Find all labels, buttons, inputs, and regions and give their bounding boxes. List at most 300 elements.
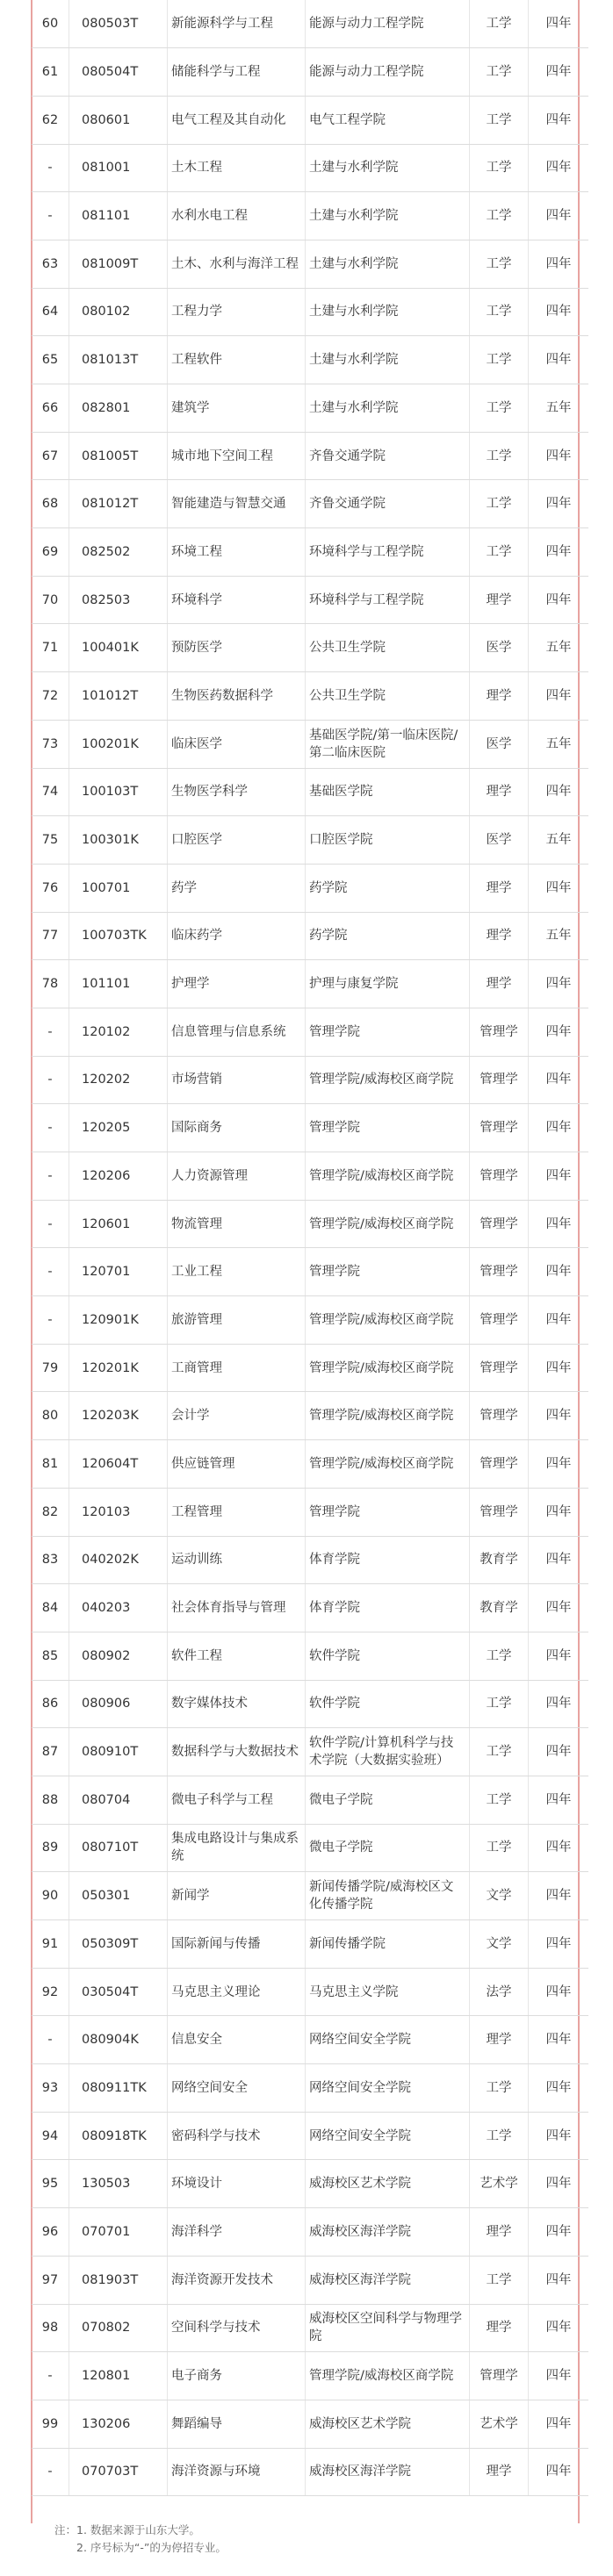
major-name-cell: 药学 xyxy=(168,864,306,912)
major-name-cell: 电气工程及其自动化 xyxy=(168,96,306,144)
table-row xyxy=(32,2064,588,2113)
duration-cell: 四年 xyxy=(529,1296,589,1345)
college-cell: 威海校区海洋学院 xyxy=(306,2208,470,2257)
duration-cell: 四年 xyxy=(529,0,589,48)
degree-category-cell: 工学 xyxy=(470,384,529,433)
major-name-cell: 集成电路设计与集成系统 xyxy=(168,1824,306,1872)
degree-category-cell: 工学 xyxy=(470,96,529,144)
duration-cell: 四年 xyxy=(529,2016,589,2064)
duration-cell: 五年 xyxy=(529,624,589,672)
table-row xyxy=(32,1440,588,1489)
degree-category-cell: 管理学 xyxy=(470,2352,529,2400)
serial-number-cell: 99 xyxy=(32,2400,69,2448)
major-name-cell: 运动训练 xyxy=(168,1536,306,1584)
major-name-cell: 城市地下空间工程 xyxy=(168,432,306,480)
major-name-cell: 护理学 xyxy=(168,960,306,1008)
serial-number-cell: 67 xyxy=(32,432,69,480)
serial-number-cell: 61 xyxy=(32,48,69,97)
table-row xyxy=(32,1152,588,1201)
major-name-cell: 社会体育指导与管理 xyxy=(168,1584,306,1632)
table-row xyxy=(32,144,588,192)
major-code-cell: 080504T xyxy=(69,48,168,97)
major-name-cell: 预防医学 xyxy=(168,624,306,672)
duration-cell: 四年 xyxy=(529,1104,589,1152)
major-code-cell: 082801 xyxy=(69,384,168,433)
degree-category-cell: 工学 xyxy=(470,1632,529,1680)
major-code-cell: 080710T xyxy=(69,1824,168,1872)
major-code-cell: 120205 xyxy=(69,1104,168,1152)
degree-category-cell: 法学 xyxy=(470,1968,529,2016)
major-name-cell: 工商管理 xyxy=(168,1344,306,1392)
table-row xyxy=(32,2256,588,2304)
major-code-cell: 120206 xyxy=(69,1152,168,1201)
major-name-cell: 市场营销 xyxy=(168,1056,306,1104)
major-code-cell: 100301K xyxy=(69,816,168,865)
degree-category-cell: 工学 xyxy=(470,2112,529,2160)
college-cell: 土建与水利学院 xyxy=(306,144,470,192)
serial-number-cell: 62 xyxy=(32,96,69,144)
duration-cell: 四年 xyxy=(529,1680,589,1728)
table-row xyxy=(32,816,588,865)
college-cell: 软件学院/计算机科学与技术学院（大数据实验班） xyxy=(306,1728,470,1776)
major-name-cell: 人力资源管理 xyxy=(168,1152,306,1201)
major-name-cell: 物流管理 xyxy=(168,1200,306,1248)
serial-number-cell: - xyxy=(32,1296,69,1345)
degree-category-cell: 理学 xyxy=(470,576,529,624)
serial-number-cell: - xyxy=(32,192,69,240)
major-name-cell: 工程管理 xyxy=(168,1488,306,1536)
table-row xyxy=(32,1104,588,1152)
serial-number-cell: 73 xyxy=(32,720,69,768)
degree-category-cell: 理学 xyxy=(470,864,529,912)
college-cell: 电气工程学院 xyxy=(306,96,470,144)
degree-category-cell: 理学 xyxy=(470,2448,529,2496)
duration-cell: 四年 xyxy=(529,48,589,97)
duration-cell: 四年 xyxy=(529,1440,589,1489)
major-code-cell: 130503 xyxy=(69,2160,168,2208)
duration-cell: 四年 xyxy=(529,528,589,577)
major-name-cell: 土木工程 xyxy=(168,144,306,192)
college-cell: 土建与水利学院 xyxy=(306,192,470,240)
duration-cell: 四年 xyxy=(529,2304,589,2352)
major-code-cell: 080601 xyxy=(69,96,168,144)
table-row xyxy=(32,1392,588,1440)
college-cell: 土建与水利学院 xyxy=(306,240,470,288)
table-row xyxy=(32,2352,588,2400)
major-name-cell: 软件工程 xyxy=(168,1632,306,1680)
table-row xyxy=(32,336,588,384)
duration-cell: 四年 xyxy=(529,2256,589,2304)
college-cell: 管理学院 xyxy=(306,1248,470,1296)
major-code-cell: 030504T xyxy=(69,1968,168,2016)
major-code-cell: 080102 xyxy=(69,288,168,336)
major-code-cell: 081012T xyxy=(69,480,168,528)
table-row xyxy=(32,432,588,480)
table-row xyxy=(32,1680,588,1728)
table-row xyxy=(32,2112,588,2160)
table-body xyxy=(32,0,588,2496)
table-row xyxy=(32,2400,588,2448)
serial-number-cell: - xyxy=(32,1056,69,1104)
serial-number-cell: 79 xyxy=(32,1344,69,1392)
table-row xyxy=(32,0,588,48)
duration-cell: 四年 xyxy=(529,1344,589,1392)
table-notes xyxy=(54,2522,227,2557)
college-cell: 土建与水利学院 xyxy=(306,336,470,384)
serial-number-cell: 94 xyxy=(32,2112,69,2160)
major-code-cell: 080704 xyxy=(69,1776,168,1824)
duration-cell: 五年 xyxy=(529,816,589,865)
college-cell: 护理与康复学院 xyxy=(306,960,470,1008)
college-cell: 土建与水利学院 xyxy=(306,384,470,433)
major-name-cell: 新能源科学与工程 xyxy=(168,0,306,48)
major-code-cell: 120901K xyxy=(69,1296,168,1345)
degree-category-cell: 工学 xyxy=(470,1824,529,1872)
major-name-cell: 临床药学 xyxy=(168,912,306,960)
duration-cell: 四年 xyxy=(529,1008,589,1056)
degree-category-cell: 管理学 xyxy=(470,1200,529,1248)
college-cell: 基础医学院/第一临床医院/第二临床医院 xyxy=(306,720,470,768)
major-name-cell: 环境科学 xyxy=(168,576,306,624)
major-code-cell: 100401K xyxy=(69,624,168,672)
major-name-cell: 生物医学科学 xyxy=(168,768,306,816)
table-row xyxy=(32,2016,588,2064)
table-row xyxy=(32,48,588,97)
table-row xyxy=(32,624,588,672)
college-cell: 威海校区空间科学与物理学院 xyxy=(306,2304,470,2352)
major-code-cell: 120202 xyxy=(69,1056,168,1104)
degree-category-cell: 管理学 xyxy=(470,1344,529,1392)
degree-category-cell: 教育学 xyxy=(470,1584,529,1632)
major-code-cell: 050301 xyxy=(69,1872,168,1920)
college-cell: 管理学院 xyxy=(306,1488,470,1536)
college-cell: 能源与动力工程学院 xyxy=(306,48,470,97)
duration-cell: 四年 xyxy=(529,2448,589,2496)
serial-number-cell: 76 xyxy=(32,864,69,912)
serial-number-cell: 77 xyxy=(32,912,69,960)
college-cell: 马克思主义学院 xyxy=(306,1968,470,2016)
major-code-cell: 040203 xyxy=(69,1584,168,1632)
serial-number-cell: 68 xyxy=(32,480,69,528)
major-name-cell: 供应链管理 xyxy=(168,1440,306,1489)
table-row xyxy=(32,960,588,1008)
degree-category-cell: 工学 xyxy=(470,2256,529,2304)
degree-category-cell: 工学 xyxy=(470,48,529,97)
table-row xyxy=(32,1584,588,1632)
serial-number-cell: 96 xyxy=(32,2208,69,2257)
college-cell: 公共卫生学院 xyxy=(306,624,470,672)
degree-category-cell: 医学 xyxy=(470,816,529,865)
major-code-cell: 120801 xyxy=(69,2352,168,2400)
major-name-cell: 新闻学 xyxy=(168,1872,306,1920)
major-code-cell: 120701 xyxy=(69,1248,168,1296)
table-row xyxy=(32,1968,588,2016)
major-name-cell: 水利水电工程 xyxy=(168,192,306,240)
degree-category-cell: 工学 xyxy=(470,432,529,480)
degree-category-cell: 管理学 xyxy=(470,1440,529,1489)
serial-number-cell: 66 xyxy=(32,384,69,433)
serial-number-cell: 88 xyxy=(32,1776,69,1824)
major-code-cell: 100201K xyxy=(69,720,168,768)
major-code-cell: 081001 xyxy=(69,144,168,192)
degree-category-cell: 工学 xyxy=(470,0,529,48)
major-code-cell: 070802 xyxy=(69,2304,168,2352)
duration-cell: 四年 xyxy=(529,96,589,144)
note-line-2: 2. 序号标为“-”的为停招专业。 xyxy=(54,2541,227,2554)
table-row xyxy=(32,1920,588,1969)
degree-category-cell: 工学 xyxy=(470,1776,529,1824)
table-row xyxy=(32,240,588,288)
serial-number-cell: - xyxy=(32,1200,69,1248)
college-cell: 土建与水利学院 xyxy=(306,288,470,336)
major-name-cell: 临床医学 xyxy=(168,720,306,768)
serial-number-cell: 93 xyxy=(32,2064,69,2113)
college-cell: 体育学院 xyxy=(306,1584,470,1632)
duration-cell: 四年 xyxy=(529,768,589,816)
major-code-cell: 050309T xyxy=(69,1920,168,1969)
college-cell: 管理学院/威海校区商学院 xyxy=(306,1296,470,1345)
duration-cell: 四年 xyxy=(529,1200,589,1248)
college-cell: 威海校区海洋学院 xyxy=(306,2448,470,2496)
serial-number-cell: - xyxy=(32,2352,69,2400)
college-cell: 管理学院 xyxy=(306,1008,470,1056)
degree-category-cell: 管理学 xyxy=(470,1056,529,1104)
serial-number-cell: 86 xyxy=(32,1680,69,1728)
degree-category-cell: 工学 xyxy=(470,336,529,384)
college-cell: 齐鲁交通学院 xyxy=(306,480,470,528)
table-row xyxy=(32,528,588,577)
duration-cell: 四年 xyxy=(529,576,589,624)
serial-number-cell: 70 xyxy=(32,576,69,624)
college-cell: 环境科学与工程学院 xyxy=(306,528,470,577)
duration-cell: 四年 xyxy=(529,1056,589,1104)
serial-number-cell: 71 xyxy=(32,624,69,672)
major-name-cell: 空间科学与技术 xyxy=(168,2304,306,2352)
degree-category-cell: 工学 xyxy=(470,240,529,288)
duration-cell: 四年 xyxy=(529,144,589,192)
serial-number-cell: 80 xyxy=(32,1392,69,1440)
duration-cell: 五年 xyxy=(529,384,589,433)
degree-category-cell: 文学 xyxy=(470,1872,529,1920)
table-row xyxy=(32,1728,588,1776)
major-code-cell: 100703TK xyxy=(69,912,168,960)
duration-cell: 四年 xyxy=(529,2208,589,2257)
degree-category-cell: 理学 xyxy=(470,960,529,1008)
table-row xyxy=(32,1008,588,1056)
major-name-cell: 旅游管理 xyxy=(168,1296,306,1345)
degree-category-cell: 工学 xyxy=(470,480,529,528)
degree-category-cell: 艺术学 xyxy=(470,2400,529,2448)
duration-cell: 五年 xyxy=(529,720,589,768)
degree-category-cell: 教育学 xyxy=(470,1536,529,1584)
duration-cell: 四年 xyxy=(529,2112,589,2160)
table-row xyxy=(32,1344,588,1392)
duration-cell: 四年 xyxy=(529,1536,589,1584)
degree-category-cell: 理学 xyxy=(470,2304,529,2352)
duration-cell: 四年 xyxy=(529,672,589,721)
serial-number-cell: - xyxy=(32,2448,69,2496)
college-cell: 管理学院/威海校区商学院 xyxy=(306,1344,470,1392)
degree-category-cell: 工学 xyxy=(470,1680,529,1728)
table-row xyxy=(32,1632,588,1680)
table-row xyxy=(32,768,588,816)
college-cell: 药学院 xyxy=(306,864,470,912)
major-name-cell: 环境设计 xyxy=(168,2160,306,2208)
degree-category-cell: 艺术学 xyxy=(470,2160,529,2208)
college-cell: 新闻传播学院 xyxy=(306,1920,470,1969)
degree-category-cell: 医学 xyxy=(470,720,529,768)
duration-cell: 四年 xyxy=(529,1632,589,1680)
major-code-cell: 080918TK xyxy=(69,2112,168,2160)
major-name-cell: 工业工程 xyxy=(168,1248,306,1296)
degree-category-cell: 理学 xyxy=(470,2016,529,2064)
table-row xyxy=(32,2208,588,2257)
serial-number-cell: 78 xyxy=(32,960,69,1008)
serial-number-cell: 95 xyxy=(32,2160,69,2208)
degree-category-cell: 工学 xyxy=(470,192,529,240)
duration-cell: 四年 xyxy=(529,960,589,1008)
major-code-cell: 081101 xyxy=(69,192,168,240)
college-cell: 威海校区艺术学院 xyxy=(306,2160,470,2208)
major-code-cell: 040202K xyxy=(69,1536,168,1584)
table-row xyxy=(32,1872,588,1920)
duration-cell: 四年 xyxy=(529,1824,589,1872)
college-cell: 新闻传播学院/威海校区文化传播学院 xyxy=(306,1872,470,1920)
duration-cell: 四年 xyxy=(529,480,589,528)
major-name-cell: 数据科学与大数据技术 xyxy=(168,1728,306,1776)
degree-category-cell: 理学 xyxy=(470,672,529,721)
college-cell: 管理学院/威海校区商学院 xyxy=(306,1200,470,1248)
serial-number-cell: 74 xyxy=(32,768,69,816)
major-name-cell: 信息管理与信息系统 xyxy=(168,1008,306,1056)
serial-number-cell: 84 xyxy=(32,1584,69,1632)
college-cell: 管理学院 xyxy=(306,1104,470,1152)
duration-cell: 五年 xyxy=(529,912,589,960)
serial-number-cell: 75 xyxy=(32,816,69,865)
duration-cell: 四年 xyxy=(529,1872,589,1920)
college-cell: 齐鲁交通学院 xyxy=(306,432,470,480)
serial-number-cell: 97 xyxy=(32,2256,69,2304)
major-code-cell: 100701 xyxy=(69,864,168,912)
major-code-cell: 080902 xyxy=(69,1632,168,1680)
college-cell: 威海校区艺术学院 xyxy=(306,2400,470,2448)
college-cell: 环境科学与工程学院 xyxy=(306,576,470,624)
major-name-cell: 建筑学 xyxy=(168,384,306,433)
major-name-cell: 微电子科学与工程 xyxy=(168,1776,306,1824)
major-name-cell: 舞蹈编导 xyxy=(168,2400,306,2448)
major-code-cell: 120103 xyxy=(69,1488,168,1536)
degree-category-cell: 管理学 xyxy=(470,1104,529,1152)
major-name-cell: 网络空间安全 xyxy=(168,2064,306,2113)
college-cell: 微电子学院 xyxy=(306,1776,470,1824)
duration-cell: 四年 xyxy=(529,432,589,480)
college-cell: 微电子学院 xyxy=(306,1824,470,1872)
major-name-cell: 电子商务 xyxy=(168,2352,306,2400)
table-row xyxy=(32,1536,588,1584)
table-row xyxy=(32,1200,588,1248)
table-row xyxy=(32,672,588,721)
table-row xyxy=(32,2160,588,2208)
serial-number-cell: 63 xyxy=(32,240,69,288)
major-code-cell: 120604T xyxy=(69,1440,168,1489)
college-cell: 软件学院 xyxy=(306,1680,470,1728)
table-row xyxy=(32,2304,588,2352)
degree-category-cell: 理学 xyxy=(470,912,529,960)
major-code-cell: 101012T xyxy=(69,672,168,721)
major-code-cell: 080503T xyxy=(69,0,168,48)
note-line-1: 注：1. 数据来源于山东大学。 xyxy=(54,2523,200,2537)
major-code-cell: 120201K xyxy=(69,1344,168,1392)
degree-category-cell: 工学 xyxy=(470,1728,529,1776)
college-cell: 能源与动力工程学院 xyxy=(306,0,470,48)
table-row xyxy=(32,864,588,912)
college-cell: 网络空间安全学院 xyxy=(306,2016,470,2064)
table-row xyxy=(32,96,588,144)
table-row xyxy=(32,576,588,624)
degree-category-cell: 工学 xyxy=(470,528,529,577)
major-name-cell: 环境工程 xyxy=(168,528,306,577)
major-name-cell: 生物医药数据科学 xyxy=(168,672,306,721)
major-name-cell: 国际商务 xyxy=(168,1104,306,1152)
major-name-cell: 国际新闻与传播 xyxy=(168,1920,306,1969)
serial-number-cell: 92 xyxy=(32,1968,69,2016)
table-row xyxy=(32,288,588,336)
degree-category-cell: 工学 xyxy=(470,2064,529,2113)
degree-category-cell: 理学 xyxy=(470,768,529,816)
serial-number-cell: 65 xyxy=(32,336,69,384)
major-code-cell: 082502 xyxy=(69,528,168,577)
degree-category-cell: 管理学 xyxy=(470,1488,529,1536)
major-code-cell: 120601 xyxy=(69,1200,168,1248)
duration-cell: 四年 xyxy=(529,192,589,240)
duration-cell: 四年 xyxy=(529,1152,589,1201)
serial-number-cell: - xyxy=(32,1248,69,1296)
degree-category-cell: 管理学 xyxy=(470,1152,529,1201)
major-name-cell: 工程软件 xyxy=(168,336,306,384)
table-row xyxy=(32,1776,588,1824)
degree-category-cell: 医学 xyxy=(470,624,529,672)
serial-number-cell: 98 xyxy=(32,2304,69,2352)
table-row xyxy=(32,1296,588,1345)
serial-number-cell: 90 xyxy=(32,1872,69,1920)
college-cell: 基础医学院 xyxy=(306,768,470,816)
major-code-cell: 070703T xyxy=(69,2448,168,2496)
table-row xyxy=(32,1056,588,1104)
college-cell: 管理学院/威海校区商学院 xyxy=(306,2352,470,2400)
serial-number-cell: 89 xyxy=(32,1824,69,1872)
serial-number-cell: - xyxy=(32,1104,69,1152)
serial-number-cell: - xyxy=(32,1152,69,1201)
duration-cell: 四年 xyxy=(529,1728,589,1776)
major-code-cell: 081013T xyxy=(69,336,168,384)
serial-number-cell: - xyxy=(32,1008,69,1056)
duration-cell: 四年 xyxy=(529,1488,589,1536)
serial-number-cell: 81 xyxy=(32,1440,69,1489)
serial-number-cell: - xyxy=(32,2016,69,2064)
duration-cell: 四年 xyxy=(529,240,589,288)
serial-number-cell: 64 xyxy=(32,288,69,336)
serial-number-cell: 60 xyxy=(32,0,69,48)
major-name-cell: 智能建造与智慧交通 xyxy=(168,480,306,528)
duration-cell: 四年 xyxy=(529,2352,589,2400)
degree-category-cell: 工学 xyxy=(470,144,529,192)
college-cell: 管理学院/威海校区商学院 xyxy=(306,1440,470,1489)
major-name-cell: 工程力学 xyxy=(168,288,306,336)
college-cell: 管理学院/威海校区商学院 xyxy=(306,1152,470,1201)
college-cell: 药学院 xyxy=(306,912,470,960)
serial-number-cell: 91 xyxy=(32,1920,69,1969)
major-name-cell: 马克思主义理论 xyxy=(168,1968,306,2016)
